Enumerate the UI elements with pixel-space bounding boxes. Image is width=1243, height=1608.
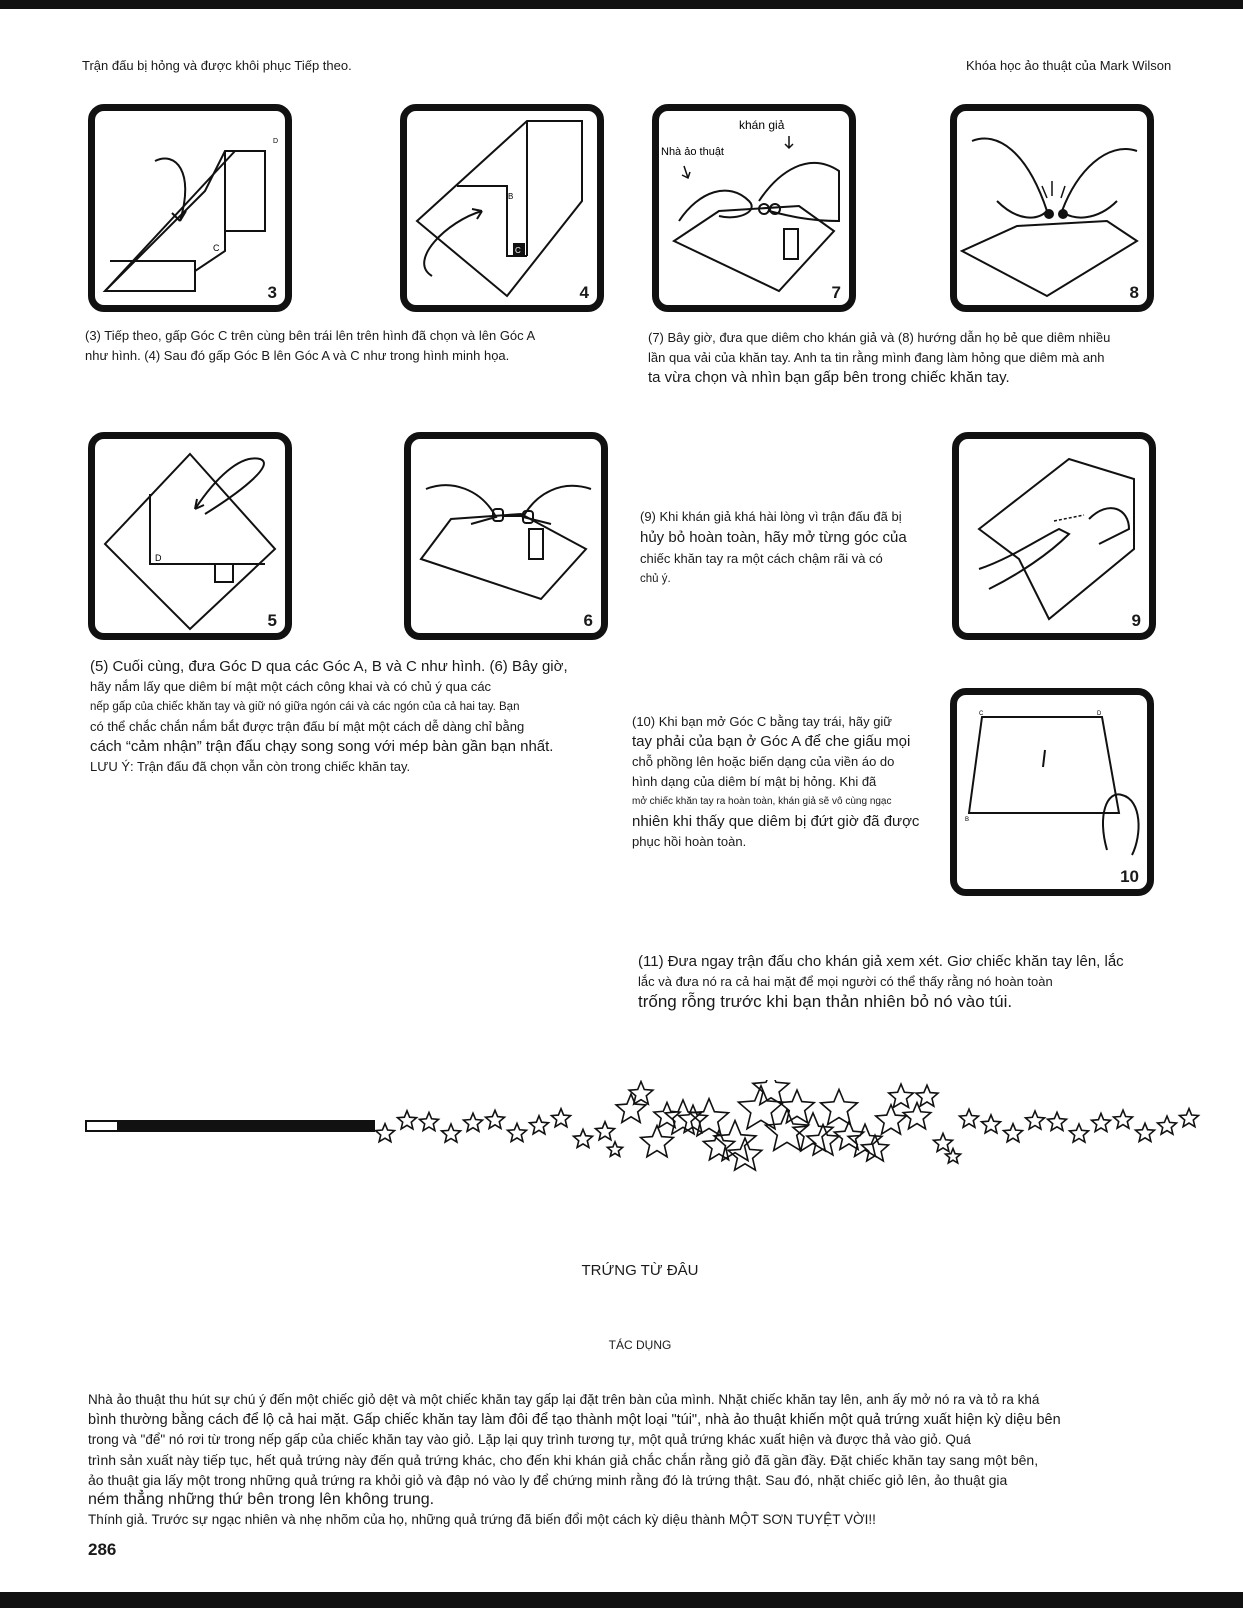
star-icon	[552, 1109, 571, 1127]
label-b: B	[508, 192, 514, 201]
star-icon	[376, 1124, 395, 1142]
star-icon	[916, 1085, 938, 1106]
star-icon	[1136, 1123, 1155, 1141]
illustration-step-10	[950, 688, 1154, 896]
hands-handkerchief-7	[659, 111, 849, 305]
star-icon	[607, 1142, 622, 1157]
star-icon	[596, 1122, 615, 1140]
illustration-step-3	[88, 104, 292, 312]
effect-heading: TÁC DỤNG	[608, 1338, 672, 1352]
star-icon	[616, 1094, 646, 1122]
step-number: 9	[1131, 611, 1141, 630]
label-c: C	[515, 246, 521, 255]
hands-breaking-match-8	[957, 111, 1147, 305]
fold-diagram-4	[407, 111, 597, 305]
caption-step-11: (11) Đưa ngay trận đấu cho khán giả xem xét. Giơ chiếc khăn tay lên, lắc lắc và đưa nó ra cả hai mặt để mọi người có thể thấy rằng nó hoàn toàn trống rỗng trước khi bạn thản nhiên bỏ nó vào túi.	[638, 953, 1124, 1011]
illustration-step-4	[400, 104, 604, 312]
star-icon	[889, 1084, 914, 1107]
star-icon	[398, 1111, 417, 1129]
hands-opening-handkerchief-9	[959, 439, 1149, 633]
bottom-border	[0, 1592, 1243, 1608]
magic-wand-stars-divider	[85, 1080, 1205, 1180]
star-icon	[780, 1090, 814, 1123]
illustration-step-8	[950, 104, 1154, 312]
step-number: 8	[1129, 283, 1139, 302]
label-d: D	[1097, 711, 1102, 717]
illustration-step-5	[88, 432, 292, 640]
illustration-step-9	[952, 432, 1156, 640]
star-icon	[1048, 1112, 1067, 1130]
section-title: TRỨNG TỪ ĐÂU	[581, 1262, 699, 1279]
step-number: 6	[583, 611, 593, 630]
star-icon	[420, 1113, 439, 1131]
star-icon	[486, 1110, 505, 1128]
label-d: D	[273, 138, 279, 145]
star-icon	[862, 1135, 889, 1161]
star-icon	[464, 1113, 483, 1131]
star-icon	[508, 1123, 527, 1141]
star-icon	[1070, 1124, 1089, 1142]
label-c: C	[213, 243, 220, 253]
star-icon	[1026, 1111, 1045, 1129]
step-number: 3	[267, 283, 277, 302]
star-icon	[574, 1129, 593, 1147]
star-icon	[442, 1124, 461, 1142]
caption-step-9: (9) Khi khán giả khá hài lòng vì trận đấu đã bị hủy bỏ hoàn toàn, hãy mở từng góc của chiếc khăn tay ra một cách chậm rãi và có chủ ý.	[640, 509, 907, 585]
label-magician: Nhà ảo thuật	[661, 146, 724, 158]
star-icon	[1180, 1109, 1199, 1127]
star-icon	[641, 1126, 674, 1157]
step-number: 7	[831, 283, 841, 302]
star-icon	[821, 1090, 858, 1125]
star-icon	[934, 1133, 953, 1151]
fold-diagram-3	[95, 111, 285, 305]
star-icon	[1092, 1113, 1111, 1131]
running-header-right: Khóa học ảo thuật của Mark Wilson	[966, 58, 1172, 73]
illustration-step-7	[652, 104, 856, 312]
star-icon	[1114, 1110, 1133, 1128]
label-audience: khán giả	[739, 118, 785, 132]
star-icon	[690, 1099, 729, 1136]
star-icon	[530, 1116, 549, 1134]
star-icon	[960, 1109, 979, 1127]
open-handkerchief-10	[957, 695, 1147, 889]
star-icon	[1158, 1116, 1177, 1134]
hands-holding-match-6	[411, 439, 601, 633]
fold-diagram-5	[95, 439, 285, 633]
step-number: 10	[1120, 867, 1139, 886]
label-b: B	[965, 817, 970, 823]
caption-steps-5-6: (5) Cuối cùng, đưa Góc D qua các Góc A, B và C như hình. (6) Bây giờ, hãy nắm lấy que diêm bí mật một cách công khai và có chủ ý qua các nếp gấp của chiếc khăn tay và giữ nó giữa ngón cái và các ngón của cả hai tay. Bạn có thể chắc chắn nắm bắt được trận đấu bí mật một cách dễ dàng chỉ bằng cách “cảm nhận” trận đấu chạy song song với mép bàn gần bạn nhất. LƯU Ý: Trận đấu đã chọn vẫn còn trong chiếc khăn tay.	[90, 658, 568, 774]
illustration-step-6	[404, 432, 608, 640]
star-icon	[1004, 1124, 1023, 1142]
star-icon	[982, 1115, 1001, 1133]
star-icon	[629, 1082, 653, 1105]
star-icon	[738, 1086, 783, 1129]
star-icon	[876, 1105, 907, 1134]
label-c: C	[979, 711, 984, 717]
caption-steps-3-4: (3) Tiếp theo, gấp Góc C trên cùng bên trái lên trên hình đã chọn và lên Góc A như hình. (4) Sau đó gấp Góc B lên Góc A và C như trong hình minh họa.	[85, 328, 536, 363]
caption-steps-7-8: (7) Bây giờ, đưa que diêm cho khán giả và (8) hướng dẫn họ bẻ que diêm nhiều lần qua vải của khăn tay. Anh ta tin rằng mình đang làm hỏng que diêm mà anh ta vừa chọn và nhìn bạn gấp bên trong chiếc khăn tay.	[648, 330, 1111, 386]
effect-description: Nhà ảo thuật thu hút sự chú ý đến một chiếc giỏ dệt và một chiếc khăn tay gấp lại đặt trên bàn của mình. Nhặt chiếc khăn tay lên, anh ấy mở nó ra và tỏ ra khá bình thường bằng cách để lộ cả hai mặt. Gấp chiếc khăn tay làm đôi để tạo thành một loại "túi", nhà ảo thuật khiến một quả trứng xuất hiện kỳ diệu bên trong và "để" nó rơi từ trong nếp gấp của chiếc khăn tay vào giỏ. Lặp lại quy trình tương tự, một quả trứng khác xuất hiện và được thả vào giỏ. Quá trình sản xuất này tiếp tục, hết quả trứng này đến quả trứng khác, cho đến khi khán giả chắc chắn rằng giỏ đã gần đầy. Đặt chiếc khăn tay sang một bên, ảo thuật gia lấy một trong những quả trứng ra khỏi giỏ và đập nó vào ly để chứng minh rằng đó là trứng thật. Sau đó, nhặt chiếc giỏ lên, ảo thuật gia ném thẳng những thứ bên trong lên không trung. Thính giả. Trước sự ngạc nhiên và nhẹ nhõm của họ, những quả trứng đã biến đổi một cách kỳ diệu thành MỘT SƠN TUYỆT VỜI!!	[88, 1392, 1061, 1527]
step-number: 5	[267, 611, 277, 630]
step-number: 4	[579, 283, 589, 302]
running-header-left: Trận đấu bị hỏng và được khôi phục Tiếp theo.	[82, 58, 352, 73]
page-number: 286	[88, 1540, 117, 1559]
caption-step-10: (10) Khi bạn mở Góc C bằng tay trái, hãy giữ tay phải của bạn ở Góc A để che giấu mọi chỗ phồng lên hoặc biến dạng của viền áo do hình dạng của diêm bí mật bị hỏng. Khi đã mở chiếc khăn tay ra hoàn toàn, khán giả sẽ vô cùng ngạc nhiên khi thấy que diêm bị đứt giờ đã được phục hồi hoàn toàn.	[632, 714, 920, 849]
top-border	[0, 0, 1243, 9]
label-d: D	[155, 553, 162, 563]
